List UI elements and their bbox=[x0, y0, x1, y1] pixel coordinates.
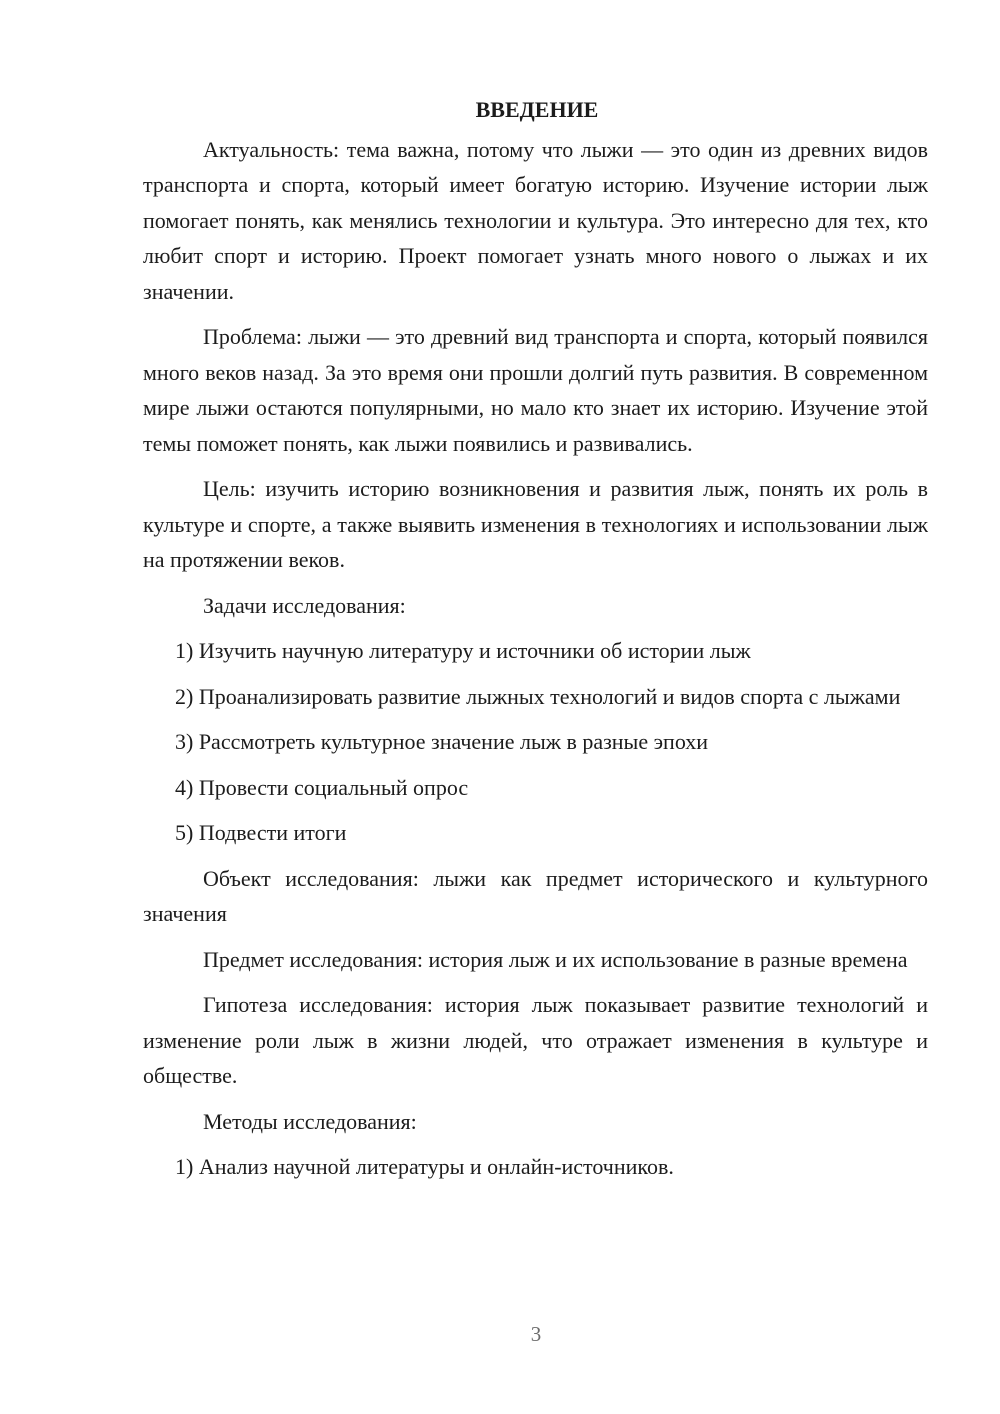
paragraph-tasks-heading: Задачи исследования: bbox=[203, 592, 406, 618]
task-item-1: 1) Изучить научную литературу и источники об истории лыж bbox=[175, 638, 751, 663]
task-item-5: 5) Подвести итоги bbox=[175, 820, 347, 845]
method-item-1: 1) Анализ научной литературы и онлайн-источников. bbox=[175, 1154, 674, 1179]
page-title: ВВЕДЕНИЕ bbox=[475, 97, 599, 122]
task-item-3: 3) Рассмотреть культурное значение лыж в разные эпохи bbox=[175, 729, 709, 754]
paragraph-problem: Проблема: лыжи — это древний вид транспорта и спорта, который появился много веков назад. За это время они прошли долгий путь развития. В современном мире лыжи остаются популярными, но мало кто знает их историю. Изучение этой темы поможет понять, как лыжи появились и развивались. bbox=[143, 324, 928, 456]
paragraph-relevance: Актуальность: тема важна, потому что лыжи — это один из древних видов транспорта и спорта, который имеет богатую историю. Изучение истории лыж помогает понять, как менялись технологии и культура. Это интересно для тех, кто любит спорт и историю. Проект помогает узнать много нового о лыжах и их значении. bbox=[143, 136, 928, 304]
paragraph-hypothesis: Гипотеза исследования: история лыж показывает развитие технологий и изменение роли лыж в жизни людей, что отражает изменения в культуре и обществе. bbox=[143, 992, 928, 1088]
page-content bbox=[143, 92, 928, 1195]
paragraph-object: Объект исследования: лыжи как предмет исторического и культурного значения bbox=[143, 865, 928, 926]
paragraph-methods-heading: Методы исследования: bbox=[203, 1108, 417, 1134]
page-number: 3 bbox=[530, 1322, 542, 1346]
paragraph-goal: Цель: изучить историю возникновения и развития лыж, понять их роль в культуре и спорте, а также выявить изменения в технологиях и использовании лыж на протяжении веков. bbox=[143, 476, 928, 572]
task-item-2: 2) Проанализировать развитие лыжных технологий и видов спорта с лыжами bbox=[175, 683, 901, 709]
paragraph-subject: Предмет исследования: история лыж и их использование в разные времена bbox=[203, 946, 908, 972]
task-item-4: 4) Провести социальный опрос bbox=[175, 774, 469, 800]
